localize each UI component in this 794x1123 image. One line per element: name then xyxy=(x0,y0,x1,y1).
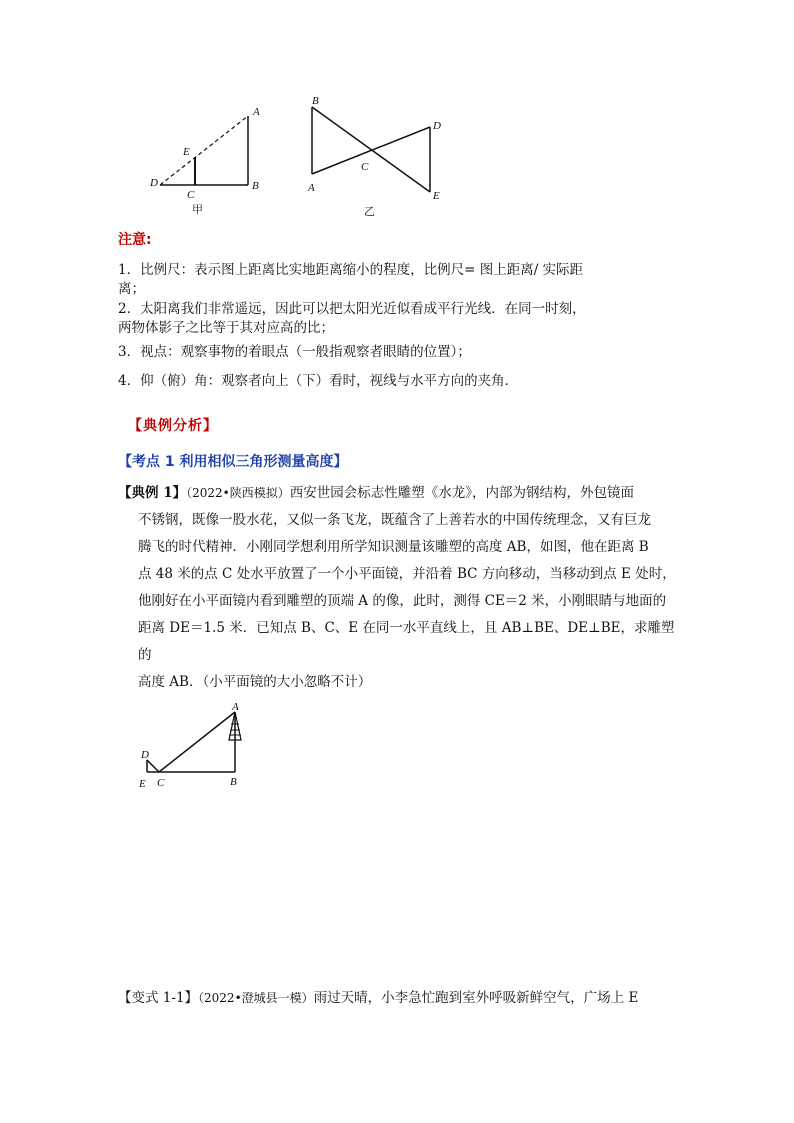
label-d: D xyxy=(150,177,158,189)
label-e: E xyxy=(139,778,146,790)
note-title: 注意: xyxy=(118,232,152,248)
variant-1-1 xyxy=(118,985,678,1012)
caption-yi: 乙 xyxy=(364,205,375,218)
segment-da-dashed xyxy=(160,116,248,185)
example-1-line-1 xyxy=(118,480,678,507)
figure-example-1 xyxy=(135,700,265,795)
label-b: B xyxy=(230,776,237,788)
note-item-3: 3．视点：观察事物的着眼点（一般指观察者眼睛的位置）； xyxy=(118,344,471,360)
figure-example-1-svg xyxy=(135,700,265,795)
note-item-2-line-2: 两物体影子之比等于其对应高的比； xyxy=(118,320,334,336)
label-e: E xyxy=(183,146,190,158)
example-1-line-5: 他刚好在小平面镜内看到雕塑的顶端 A 的像，此时，测得 CE＝2 米，小刚眼睛与地面的 xyxy=(138,593,667,609)
example-1-source: （2022•陕西模拟） xyxy=(186,486,290,500)
label-d: D xyxy=(141,749,149,761)
kaodian-title: 【考点 1 利用相似三角形测量高度】 xyxy=(118,454,348,470)
example-1-line-4: 点 48 米的点 C 处水平放置了一个小平面镜，并沿着 BC 方向移动，当移动到点 E 处时， xyxy=(138,566,676,582)
example-1-line-6: 距离 DE＝1.5 米．已知点 B、C、E 在同一水平直线上，且 AB⊥BE、DE⊥BE，求雕塑的 xyxy=(138,620,675,663)
section-title: 【典例分析】 xyxy=(128,418,218,434)
label-a: A xyxy=(232,701,239,713)
example-1-line-3: 腾飞的时代精神．小刚同学想利用所学知识测量该雕塑的高度 AB，如图，他在距离 B xyxy=(138,539,649,555)
figure-yi xyxy=(300,92,460,222)
label-b: B xyxy=(252,180,259,192)
example-1-text-1: 西安世园会标志性雕塑《水龙》，内部为钢结构，外包镜面 xyxy=(289,485,634,501)
figure-jia-svg xyxy=(145,98,275,220)
label-c: C xyxy=(157,777,165,789)
variant-1-1-source: （2022•澄城县一模） xyxy=(198,991,314,1005)
segment-dc xyxy=(147,760,159,772)
example-1-line-2: 不锈钢，既像一股水花，又似一条飞龙，既蕴含了上善若水的中国传统理念，又有巨龙 xyxy=(138,512,651,528)
label-b: B xyxy=(312,95,319,107)
segment-ca xyxy=(159,712,235,772)
figure-jia xyxy=(145,98,275,220)
label-a: A xyxy=(308,182,315,194)
note-item-1-line-2: 离； xyxy=(118,281,145,297)
note-item-4: 4．仰（俯）角：观察者向上（下）看时，视线与水平方向的夹角． xyxy=(118,373,519,389)
example-1-line-7: 高度 AB．（小平面镜的大小忽略不计） xyxy=(138,674,372,690)
label-c: C xyxy=(361,161,369,173)
variant-1-1-tag: 【变式 1-1】 xyxy=(118,990,199,1006)
example-1 xyxy=(118,480,678,696)
caption-jia: 甲 xyxy=(192,203,203,216)
figure-yi-svg xyxy=(300,92,460,222)
note-item-2-line-1: 2．太阳离我们非常遥远，因此可以把太阳光近似看成平行光线．在同一时刻， xyxy=(118,301,586,317)
segment-ad xyxy=(312,127,430,174)
variant-1-1-text-1: 雨过天晴，小李急忙跑到室外呼吸新鲜空气，广场上 E xyxy=(313,990,639,1006)
note-item-1-line-1: 1．比例尺：表示图上距离比实地距离缩小的程度，比例尺= 图上距离/ 实际距 xyxy=(118,262,584,278)
example-1-tag: 【典例 1】 xyxy=(118,485,187,501)
label-d: D xyxy=(433,120,441,132)
label-e: E xyxy=(433,190,440,202)
variant-1-1-line-1 xyxy=(118,985,678,1012)
label-a: A xyxy=(253,106,260,118)
segment-be xyxy=(312,107,430,192)
label-c: C xyxy=(187,189,195,201)
